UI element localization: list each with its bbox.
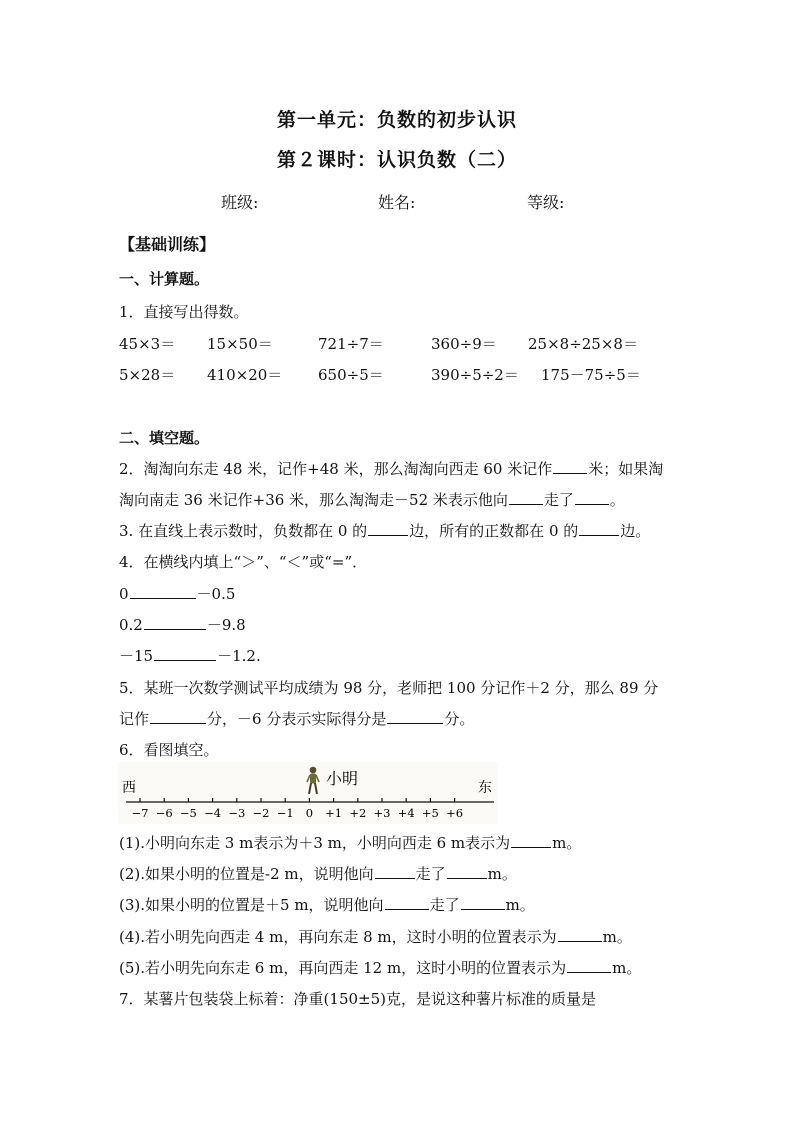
q6-4-unit: m。 xyxy=(602,928,632,946)
question-3 xyxy=(119,520,650,541)
calc-item: 721÷7＝ xyxy=(318,335,384,353)
q5-text-c: 分，－6 分表示实际得分是 xyxy=(207,710,387,728)
east-label: 东 xyxy=(478,780,492,796)
tick-label: +3 xyxy=(373,806,391,820)
answer-blank[interactable] xyxy=(368,521,408,536)
question-6-3 xyxy=(119,894,535,915)
q2-text-e: 。 xyxy=(609,491,625,509)
tick-label: −1 xyxy=(276,806,294,820)
tick-label: 0 xyxy=(305,806,314,820)
part1-heading: 一、计算题。 xyxy=(119,270,210,288)
tick-label: −5 xyxy=(179,806,197,820)
name-label: 姓名: xyxy=(378,193,416,212)
compare-item xyxy=(119,583,235,604)
question-6-2 xyxy=(119,863,517,884)
q6-1-unit: m。 xyxy=(552,834,582,852)
tick-label: −7 xyxy=(131,806,149,820)
answer-blank[interactable] xyxy=(553,459,587,474)
q5-text-d: 分。 xyxy=(444,710,475,728)
question-6: 6．看图填空。 xyxy=(119,741,219,759)
q3-text-c: 边。 xyxy=(620,522,651,540)
q6-3-text-b: 走了 xyxy=(429,896,460,914)
west-label: 西 xyxy=(122,780,136,796)
q6-2-text-b: 走了 xyxy=(415,865,446,883)
page-subtitle: 第２课时：认识负数（二） xyxy=(276,149,517,171)
compare-item xyxy=(119,645,261,666)
calc-item: 45×3＝ xyxy=(119,335,176,353)
class-label: 班级: xyxy=(221,193,259,212)
number-line-figure xyxy=(118,762,498,824)
q2-text-a: 2．淘淘向东走 48 米，记作+48 米，那么淘淘向西走 60 米记作 xyxy=(119,460,553,478)
calc-item: 410×20＝ xyxy=(207,366,283,384)
tick-label: −2 xyxy=(252,806,270,820)
part2-heading: 二、填空题。 xyxy=(119,429,210,447)
answer-blank[interactable] xyxy=(511,833,551,848)
calc-item: 25×8÷25×8＝ xyxy=(528,335,638,353)
q6-5-unit: m。 xyxy=(612,959,642,977)
calc-item: 650÷5＝ xyxy=(318,366,384,384)
tick-label: +2 xyxy=(349,806,367,820)
question-7: 7．某薯片包装袋上标着：净重(150±5)克，是说这种薯片标准的质量是 xyxy=(119,990,596,1008)
answer-blank[interactable] xyxy=(375,864,415,879)
section-basic-heading: 【基础训练】 xyxy=(119,235,216,254)
q3-text-a: 3. 在直线上表示数时，负数都在 0 的 xyxy=(119,522,368,540)
question-6-1 xyxy=(119,832,581,853)
page-title: 第一单元：负数的初步认识 xyxy=(276,109,517,131)
compare-left: 0 xyxy=(119,585,129,603)
tick-label: +5 xyxy=(421,806,439,820)
question-6-4 xyxy=(119,926,632,947)
answer-blank[interactable] xyxy=(461,895,505,910)
q6-1-text: (1).小明向东走 3 m表示为＋3 m，小明向西走 6 m表示为 xyxy=(119,834,511,852)
q6-2-unit: m。 xyxy=(487,865,517,883)
answer-blank[interactable] xyxy=(579,521,619,536)
calc-item: 15×50＝ xyxy=(207,335,273,353)
calc-item: 5×28＝ xyxy=(119,366,176,384)
q6-3-text: (3).如果小明的位置是＋5 m，说明他向 xyxy=(119,896,384,914)
answer-blank[interactable] xyxy=(154,646,216,661)
q2-text-b: 米；如果淘 xyxy=(588,460,664,478)
question-5-line1: 5．某班一次数学测试平均成绩为 98 分，老师把 100 分记作＋2 分，那么 89 分 xyxy=(119,679,659,697)
q6-2-text: (2).如果小明的位置是-2 m，说明他向 xyxy=(119,865,374,883)
q6-4-text: (4).若小明先向西走 4 m，再向东走 8 m，这时小明的位置表示为 xyxy=(119,928,557,946)
compare-left: 0.2 xyxy=(119,616,143,634)
question-5-line2 xyxy=(119,708,474,729)
compare-right: －9.8 xyxy=(206,616,246,634)
calc-item: 360÷9＝ xyxy=(431,335,497,353)
answer-blank[interactable] xyxy=(575,490,609,505)
answer-blank[interactable] xyxy=(150,709,206,724)
tick-label: +4 xyxy=(397,806,415,820)
answer-blank[interactable] xyxy=(130,584,196,599)
calc-item: 390÷5÷2＝ xyxy=(431,366,519,384)
q3-text-b: 边，所有的正数都在 0 的 xyxy=(409,522,579,540)
person-label: 小明 xyxy=(326,769,359,788)
question-6-5 xyxy=(119,957,641,978)
answer-blank[interactable] xyxy=(509,490,543,505)
q6-5-text: (5).若小明先向东走 6 m，再向西走 12 m，这时小明的位置表示为 xyxy=(119,959,567,977)
tick-label: −4 xyxy=(204,806,222,820)
q5-text-b: 记作 xyxy=(119,710,150,728)
compare-item xyxy=(119,614,246,635)
q2-text-c: 淘向南走 36 米记作+36 米，那么淘淘走－52 米表示他向 xyxy=(119,491,508,509)
answer-blank[interactable] xyxy=(385,895,429,910)
compare-right: －0.5 xyxy=(196,585,236,603)
tick-label: −3 xyxy=(228,806,246,820)
question-1: 1．直接写出得数。 xyxy=(119,303,249,321)
answer-blank[interactable] xyxy=(447,864,487,879)
question-2-line2 xyxy=(119,489,625,510)
q2-text-d: 走了 xyxy=(543,491,574,509)
question-2-line1 xyxy=(119,458,663,479)
compare-right: －1.2. xyxy=(217,647,261,665)
answer-blank[interactable] xyxy=(567,958,611,973)
calc-item: 175－75÷5＝ xyxy=(541,366,641,384)
answer-blank[interactable] xyxy=(387,709,443,724)
question-4: 4．在横线内填上“＞”、“＜”或“=”． xyxy=(119,553,368,571)
tick-label: +1 xyxy=(325,806,343,820)
compare-left: －15 xyxy=(119,647,154,665)
tick-label: −6 xyxy=(155,806,173,820)
q6-3-unit: m。 xyxy=(505,896,535,914)
answer-blank[interactable] xyxy=(144,615,206,630)
tick-label: +6 xyxy=(446,806,464,820)
grade-label: 等级: xyxy=(527,193,565,212)
answer-blank[interactable] xyxy=(558,927,602,942)
